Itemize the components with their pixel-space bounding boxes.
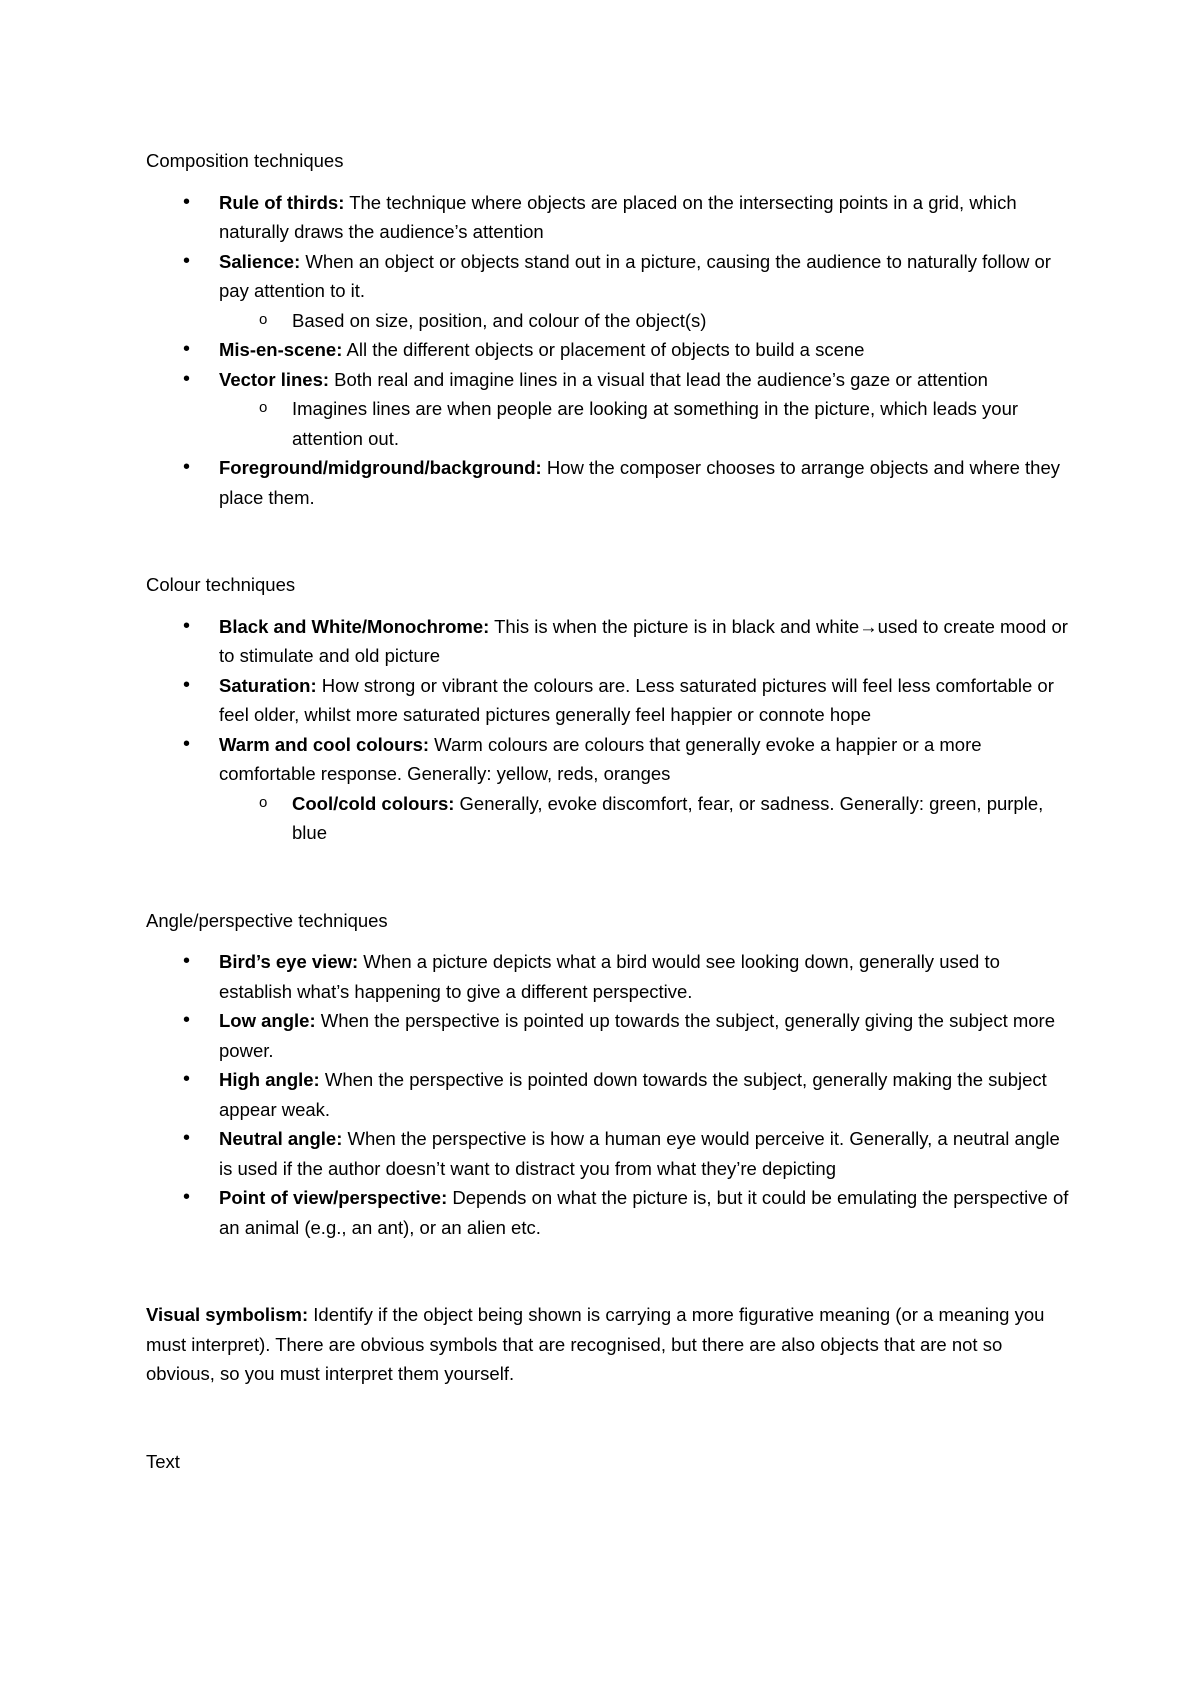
colour-list [146,612,1076,848]
colour-heading: Colour techniques [146,574,296,595]
term-label: Neutral angle: [219,1128,343,1149]
term-label: High angle: [219,1069,320,1090]
list-item [146,947,1076,1006]
sub-list-item [219,789,1076,848]
term-label: Rule of thirds: [219,191,345,213]
sub-list-item: o Imagines lines are when people are looking at something in the picture, which leads your attention out. [219,394,1076,453]
angle-heading: Angle/perspective techniques [146,909,388,931]
list-item [146,612,1076,671]
term-label: Vector lines: [219,368,330,390]
term-label: Bird’s eye view: [219,951,359,972]
composition-list [146,188,1076,513]
list-item [146,730,1076,848]
term-label: Foreground/midground/background: [219,457,542,478]
document-page [146,146,1076,1476]
term-label: Black and White/Monochrome: [219,615,490,637]
item-description: How strong or vibrant the colours are. Less saturated pictures will feel less comfortable or feel older, whilst more saturated pictures generally feel happier or connote hope [219,674,1054,725]
item-description: Both real and imagine lines in a visual that lead the audience’s gaze or attention [329,368,988,390]
term-label: Salience: [219,250,301,272]
item-description: Warm colours are colours that generally evoke a happier or a more comfortable response. Generally: yellow, reds, oranges [219,733,982,784]
angle-list [146,947,1076,1242]
item-description: When a picture depicts what a bird would see looking down, generally used to establish what’s happening to give a different perspective. [219,951,1000,1002]
term-label: Visual symbolism: [146,1304,309,1325]
list-item [146,335,1076,365]
item-description: Depends on what the picture is, but it could be emulating the perspective of an animal (e.g., an ant), or an alien etc. [219,1187,1069,1238]
item-description: How the composer chooses to arrange objects and where they place them. [219,457,1060,508]
sub-term-label: Cool/cold colours: [292,792,455,814]
sub-list [219,789,1076,848]
item-description: When the perspective is pointed down towards the subject, generally making the subject appear weak. [219,1069,1047,1120]
list-item [146,1065,1076,1124]
sub-list [219,394,1076,453]
item-description: When the perspective is pointed up towards the subject, generally giving the subject more power. [219,1010,1056,1061]
list-item [146,1124,1076,1183]
list-item [146,188,1076,247]
composition-heading: Composition techniques [146,150,344,171]
spacer [146,848,1076,906]
spacer [146,1389,1076,1447]
spacer [146,512,1076,570]
list-item [146,453,1076,512]
item-description: When an object or objects stand out in a picture, causing the audience to naturally follow or pay attention to it. [219,250,1051,301]
sub-list [219,306,1076,336]
item-description: The technique where objects are placed on the intersecting points in a grid, which naturally draws the audience’s attention [219,191,1017,242]
item-description: When the perspective is how a human eye would perceive it. Generally, a neutral angle is used if the author doesn’t want to distract you from what they’re depicting [219,1128,1060,1179]
list-item [146,1183,1076,1242]
list-item [146,671,1076,730]
spacer [146,1242,1076,1300]
term-label: Warm and cool colours: [219,733,430,755]
term-label: Saturation: [219,674,317,696]
term-label: Point of view/perspective: [219,1187,448,1208]
item-description: All the different objects or placement of objects to build a scene [342,339,865,360]
sub-item-description: Generally, evoke discomfort, fear, or sadness. Generally: green, purple, blue [292,792,1044,843]
term-label: Mis-en-scene: [219,339,343,360]
term-label: Low angle: [219,1010,316,1031]
sub-list-item: o Based on size, position, and colour of the object(s) [219,306,1076,336]
list-item [146,365,1076,454]
paragraph-text: Identify if the object being shown is carrying a more figurative meaning (or a meaning you must interpret). There are obvious symbols that are recognised, but there are also objects that are not so obvious, so you must interpret them yourself. [146,1304,1045,1384]
visual-symbolism-paragraph [146,1300,1076,1389]
list-item [146,1006,1076,1065]
text-heading: Text [146,1450,180,1472]
item-description: This is when the picture is in black and white→used to create mood or to stimulate and old picture [219,615,1068,666]
list-item [146,247,1076,336]
